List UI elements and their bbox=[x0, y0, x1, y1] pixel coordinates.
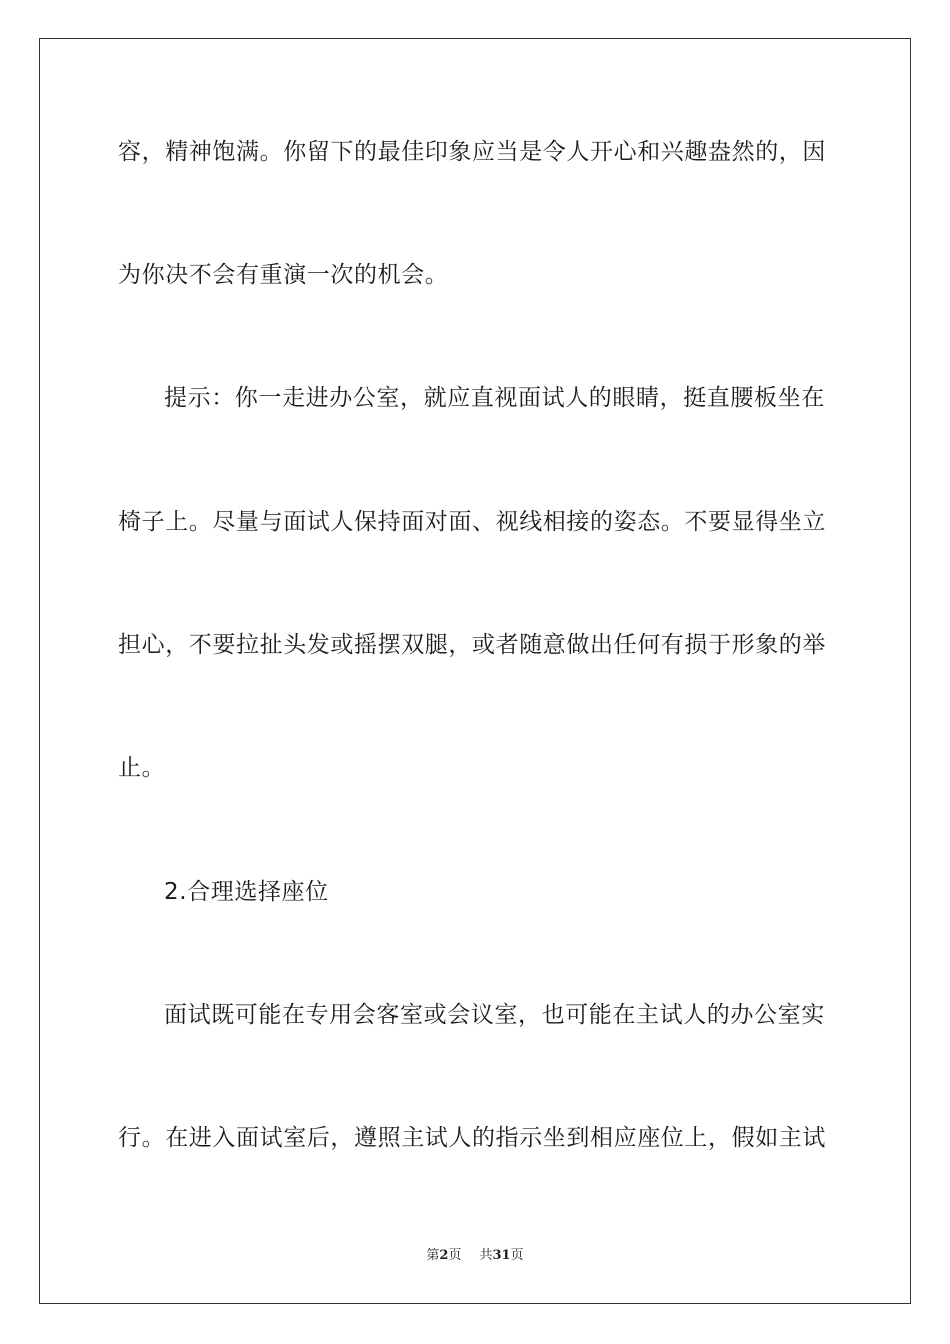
footer-total-prefix: 共 bbox=[479, 1248, 493, 1263]
footer-total-suffix: 页 bbox=[510, 1248, 524, 1263]
body-line-8: 面试既可能在专用会客室或会议室，也可能在主试人的办公室实 bbox=[164, 1002, 825, 1028]
body-line-9: 行。在进入面试室后，遵照主试人的指示坐到相应座位上，假如主试 bbox=[118, 1125, 826, 1151]
footer-page-prefix: 第 bbox=[426, 1248, 440, 1263]
body-line-2: 为你决不会有重演一次的机会。 bbox=[118, 262, 449, 288]
page-border bbox=[39, 38, 911, 1304]
body-line-5: 担心，不要拉扯头发或摇摆双腿，或者随意做出任何有损于形象的举 bbox=[118, 632, 826, 658]
body-line-3: 提示：你一走进办公室，就应直视面试人的眼睛，挺直腰板坐在 bbox=[164, 385, 825, 411]
footer-total-pages: 31 bbox=[492, 1248, 511, 1263]
footer-page-suffix: 页 bbox=[448, 1248, 462, 1263]
section-heading: 2.合理选择座位 bbox=[164, 879, 329, 905]
page-footer bbox=[0, 1247, 950, 1265]
body-line-4: 椅子上。尽量与面试人保持面对面、视线相接的姿态。不要显得坐立 bbox=[118, 509, 826, 535]
footer-page-number: 2 bbox=[439, 1248, 449, 1263]
body-line-1: 容，精神饱满。你留下的最佳印象应当是令人开心和兴趣盎然的，因 bbox=[118, 139, 826, 165]
body-line-6: 止。 bbox=[118, 755, 166, 781]
